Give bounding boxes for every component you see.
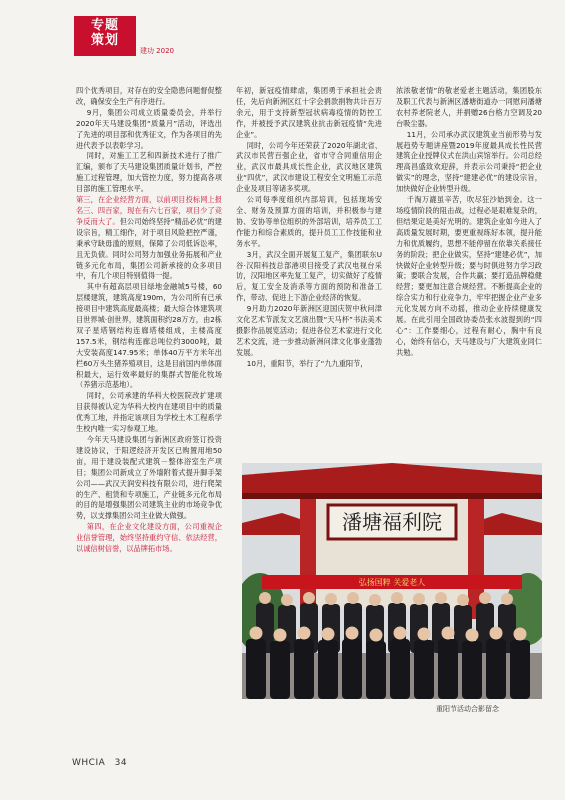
section-title-line1: 专题	[90, 18, 119, 33]
paragraph: 同时，对施工工艺和四新技术进行了推广汇编，颁布了天马建设集团质量计划书，严控施工过程管理，加大管控力度，努力提高各项目部的施工管理水平。	[76, 151, 222, 194]
magazine-name: WHCIA	[72, 758, 106, 768]
paragraph: 但公司始终坚持“精品必优”的建设宗旨，精工细作，对于项目风险把控严谨，秉承守缺毋滥的原则，保障了公司低诉讼率，且无负债。同时公司努力加强业务拓展和产业链多元化布局，集团公司新承接的众多项目中，有几个项目特别值得一提。	[76, 216, 222, 281]
group-photo	[242, 463, 542, 699]
text-column-3	[396, 86, 542, 359]
section-subtitle: 建功 2020	[139, 47, 174, 55]
paragraph: 今年天马建设集团与新洲区政府签订投资建设协议，于阳逻经济开发区已购置用地50亩，用于建设装配式建筑－整体浴室生产项目；集团公司新成立了外墙附着式提升脚手架公司——武汉天润安科技有限公司，进行爬架的生产、租赁和专项施工，产业链多元化布局的目的是增强集团公司建筑主业的市场竞争优势，以支撑集团公司主业做大做强。	[76, 435, 222, 521]
page-footer	[72, 758, 127, 768]
paragraph: 千淘万漉虽辛苦，吹尽狂沙始到金。这一场疫情阶段的阻击战，过程必是艰难复杂的，但结果定是美好光明的。建筑企业如今进入了高质量发展时期，要更重视练好本领，提升能力和优质履约，思想不能停留在依靠关系接任务的阶段；把企业做实，坚持“建建必优”，加快做好企业转型升级；要与时俱进努力学习政策；要联合发展，合作共赢；要打造品牌稳健经营；要更加注意合规经营。不断提高企业的综合实力和行业竞争力，牢牢把握企业产业多元化发展方向不动摇，推动企业持续健康发展。在此引用全国政协委员张水波提到的“四心”：工作要细心，过程有耐心，胸中有良心，始终有信心，天马建设与广大建筑业同仁共勉。	[396, 195, 542, 357]
paragraph: 年初，新冠疫情肆虐，集团勇于承担社会责任，先后向新洲区红十字会捐款捐物共计百万余元，用于支持新型冠状病毒疫情的防控工作，并被授予武汉建筑业抗击新冠疫情“先进企业”。	[236, 86, 382, 139]
paragraph: 公司每季度组织内部培训，包括现场安全、财务及预算方面的培训，并积极参与建协、安协等单位组织的外部培训，培养员工工作能力和综合素质的，提升员工工作技能和业务水平。	[236, 195, 382, 248]
paragraph: 第四，在企业文化建设方面，公司重视企业信誉管理，始终坚持重约守信、依法经营，以诚信树信誉，以品牌拓市场。	[76, 522, 222, 554]
group-photo-illustration	[242, 463, 542, 699]
paragraph: 四个优秀项目，对存在的安全隐患问题督促整改，确保安全生产有序进行。	[76, 86, 222, 106]
paragraph: 10月，重阳节，举行了“九九重阳节，	[246, 358, 368, 368]
section-title-line2: 策划	[90, 33, 119, 48]
paragraph: 同时，公司今年还荣获了2020年湖北省、武汉市民营百强企业，省市守合同重信用企业，武汉市最具成长性企业，武汉地区建筑业“四优”，武汉市建设工程安全文明施工示范企业及项目等诸多奖项。	[236, 140, 382, 194]
photo-banner-text: 弘扬国粹 关爱老人	[358, 578, 426, 587]
paragraph: 其中有超高层项目绿地金融城5号楼，60层楼建筑，建筑高度190m，为公司所有已承接项目中建筑高度最高楼；最大综合体建筑项目世界城·创世界，建筑面积约28万方，由2栋双子星塔钢结构连廊塔楼组成，主楼高度157.5米，钢结构连廊总吨位约3000吨，最大安装高度147.95米；单体40万平方米年出栏60万头生猪养殖项目，这是目前国内单体面积最大，运行效率最好的集群式智能化牧场（养猪示范基地）。	[76, 282, 222, 390]
gate-sign-text: 潘塘福利院	[342, 510, 442, 534]
paragraph: 11月，公司承办武汉建筑业当前形势与发展趋势专题讲座暨2019年度最具成长性民营建筑企业授牌仪式在洪山宾馆举行。公司总经理高昌盛致欢迎辞，并表示公司秉持“把企业做实”的理念，坚持“建建必优”的建设宗旨，加快做好企业转型升级。	[396, 129, 542, 194]
page-number: 34	[114, 758, 128, 768]
photo-caption: 重阳节活动合影留念	[436, 705, 499, 713]
paragraph: 第三，在企业经营方面，以前项目投标网上报名三、四百家，现在有六七百家，项目少了竞争反而大了。	[76, 195, 222, 226]
paragraph: 9月，集团公司成立质量委员会，并举行2020年天马建设集团“质量月”活动，评选出了先进的项目部和优秀征文，作为各项目的先进代表予以表彰学习。	[76, 107, 222, 150]
paragraph: 3月，武汉全面开展复工复产，集团联东U谷·汉阳科技总部港项目接受了武汉电视台采访，汉阳地区率先复工复产，切实做好了疫情后，复工安全及消杀等方面的预防和准备工作，带动、促进上下游企业经济的恢复。	[236, 249, 382, 303]
text-column-2	[236, 86, 382, 370]
text-column-1	[76, 86, 222, 555]
paragraph: 9月助力2020年新洲区迎国庆贺中秋问津文化艺术节派发文艺演出暨“天马杯”书法美术摄影作品展览活动；促进各位艺术家进行文化艺术交流，进一步推动新洲问津文化事业蓬勃发展。	[236, 304, 382, 357]
section-banner	[74, 16, 174, 56]
paragraph: 同时，公司承建的华科大校医院改扩建项目获得被认定为华科大校内在建项目中的质量优秀工地，并指定该项目为学校土木工程系学生校内唯一实习参观工地。	[76, 391, 222, 434]
paragraph: 浓浓敬老情”的敬老爱老主题活动，集团股东及职工代表与新洲区潘塘街道办一同慰问潘塘农村养老院老人，并捐赠26台格力空调及20台吸尘器。	[396, 86, 542, 128]
